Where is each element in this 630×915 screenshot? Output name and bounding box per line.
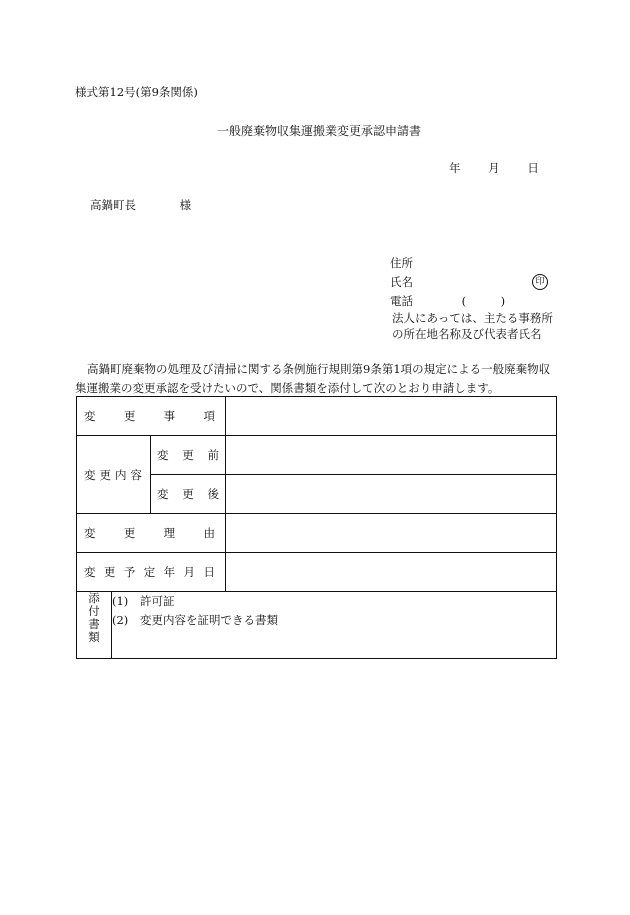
list-item: (2) 変更内容を証明できる書類 [112,613,278,627]
scheduled-date-label: 変 更 予 定 年 月 日 [77,553,226,592]
document-title: 一般廃棄物収集運搬業変更承認申請書 [217,124,422,138]
scheduled-date-field[interactable] [226,553,557,592]
corporate-note [392,310,553,342]
date-day: 日 [527,161,539,175]
reason-field[interactable] [226,514,557,553]
phone-parentheses: ( ) [461,294,506,308]
reason-row [77,514,557,553]
application-table [76,396,557,659]
phone-row [390,292,505,311]
change-item-label: 変 更 事 項 [77,397,226,436]
after-field[interactable] [226,475,557,514]
before-row [77,436,557,475]
reason-label: 変 更 理 由 [77,514,226,553]
attachments-label: 添 付 書 類 [77,592,112,659]
list-item: (1) 許可証 [112,594,175,608]
application-statement: 高鍋町廃棄物の処理及び清掃に関する条例施行規則第9条第1項の規定による一般廃棄物収集運搬業の変更承認を受けたいので、関係書類を添付して次のとおり申請します。 [75,362,551,395]
after-label: 変 更 後 [151,475,226,514]
date-year: 年 [449,161,461,175]
name-label: 氏名 [390,275,413,289]
corporate-note-line-2: の所在地名称及び代表者氏名 [392,327,542,341]
before-field[interactable] [226,436,557,475]
addressee-honorific: 様 [179,198,192,212]
phone-label: 電話 [390,294,413,308]
attachments-list [112,592,557,659]
applicant-block [390,254,545,311]
change-item-field[interactable] [226,397,557,436]
change-item-row [77,397,557,436]
before-label: 変 更 前 [151,436,226,475]
form-number: 様式第12号(第9条関係) [75,85,198,99]
attachments-row [77,592,557,659]
address-label: 住所 [390,256,413,270]
seal-icon: 印 [532,274,548,290]
name-row [390,273,545,292]
date-line [449,160,539,176]
corporate-note-line-1: 法人にあっては、主たる事務所 [392,311,553,325]
change-content-label: 変 更 内 容 [77,436,151,514]
date-month: 月 [488,161,500,175]
addressee-name: 高鍋町長 [90,198,136,212]
address-row [390,254,505,273]
addressee [90,197,191,213]
scheduled-date-row [77,553,557,592]
